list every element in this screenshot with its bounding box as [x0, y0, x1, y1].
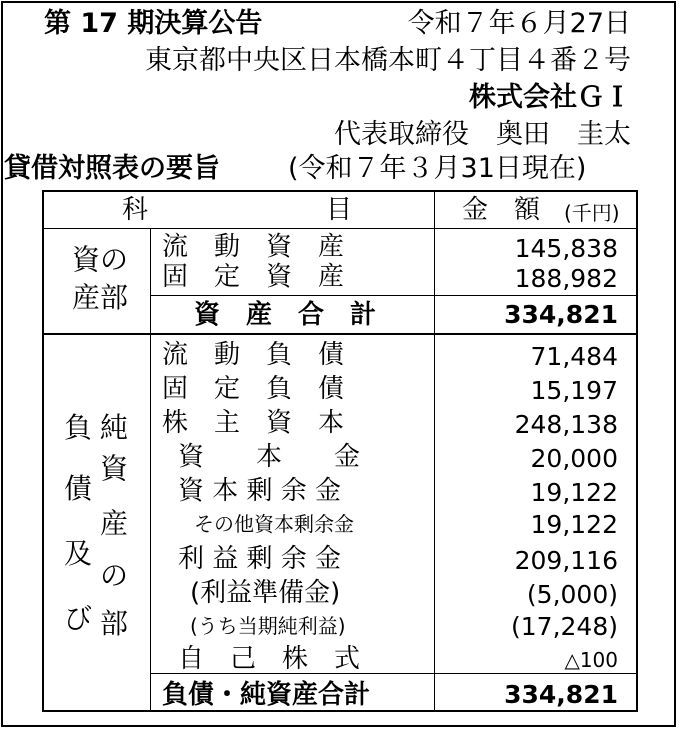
liab-col1-1: 債: [63, 472, 92, 505]
total-liabilities-net-assets-label: 負債・純資産合計: [162, 680, 371, 710]
fixed-assets-value: 188,982: [514, 264, 618, 293]
other-capital-surplus-label: その他資本剰余金: [194, 512, 354, 536]
net-income-value: (17,248): [511, 612, 618, 641]
retained-earnings-label: 利 益 剰 余 金: [178, 544, 342, 574]
retained-earnings-value: 209,116: [514, 546, 618, 575]
current-assets-label: 流 動 資 産: [162, 232, 345, 262]
fixed-assets-label: 固 定 資 産: [162, 262, 345, 292]
liab-col2-1: 資: [99, 452, 128, 485]
company-address: 東京都中央区日本橋本町４丁目４番２号: [145, 45, 631, 76]
assets-total-rule: [150, 295, 636, 296]
capital-stock-value: 20,000: [530, 444, 618, 473]
other-capital-surplus-value: 19,122: [530, 510, 618, 539]
legal-reserve-label: (利益準備金): [190, 578, 341, 608]
capital-surplus-value: 19,122: [530, 478, 618, 507]
balance-sheet-table: [42, 190, 638, 712]
liab-col1-0: 負: [63, 411, 92, 444]
current-assets-value: 145,838: [514, 234, 618, 263]
capital-surplus-label: 資 本 剰 余 金: [178, 476, 342, 506]
notice-title: 第 17 期決算公告: [44, 8, 263, 39]
amount-header: 金 額: [462, 195, 541, 225]
assets-section-line1: 資の: [71, 243, 128, 276]
notice-date: 令和７年６月27日: [407, 8, 631, 39]
treasury-stock-label: 自 己 株 式: [178, 644, 361, 674]
net-income-label: (うち当期純利益): [190, 614, 346, 638]
fixed-liabilities-label: 固 定 負 債: [162, 374, 345, 404]
total-liabilities-net-assets-value: 334,821: [504, 680, 618, 709]
assets-section-line2: 産部: [71, 281, 128, 314]
liab-col2-0: 純: [99, 411, 128, 444]
subject-header-2: 目: [326, 195, 353, 225]
shareholders-equity-label: 株 主 資 本: [162, 408, 345, 438]
liab-col1-2: 及: [63, 537, 92, 570]
liab-col2-4: 部: [99, 607, 128, 640]
legal-reserve-value: (5,000): [526, 580, 618, 609]
treasury-stock-value: △100: [564, 648, 618, 672]
total-assets-value: 334,821: [504, 300, 618, 329]
unit-label: (千円): [564, 201, 620, 225]
section-column-rule: [150, 228, 151, 710]
company-name: 株式会社ＧＩ: [469, 82, 631, 113]
liab-col2-2: 産: [99, 507, 128, 540]
header-rule: [44, 228, 636, 229]
fixed-liabilities-value: 15,197: [530, 376, 618, 405]
total-assets-label: 資 産 合 計: [194, 300, 377, 330]
current-liabilities-label: 流 動 負 債: [162, 340, 345, 370]
current-liabilities-value: 71,484: [530, 342, 618, 371]
balance-sheet-date: (令和７年３月31日現在): [288, 153, 587, 184]
liab-col2-3: の: [99, 559, 128, 592]
balance-sheet-title: 貸借対照表の要旨: [4, 153, 220, 184]
subject-header-1: 科: [122, 195, 149, 225]
amount-column-rule: [434, 192, 435, 710]
capital-stock-label: 資 本 金: [178, 442, 361, 472]
section-divider: [44, 333, 636, 335]
representative-name: 代表取締役 奥田 圭太: [334, 119, 631, 150]
shareholders-equity-value: 248,138: [514, 410, 618, 439]
liab-col1-3: び: [63, 602, 92, 635]
